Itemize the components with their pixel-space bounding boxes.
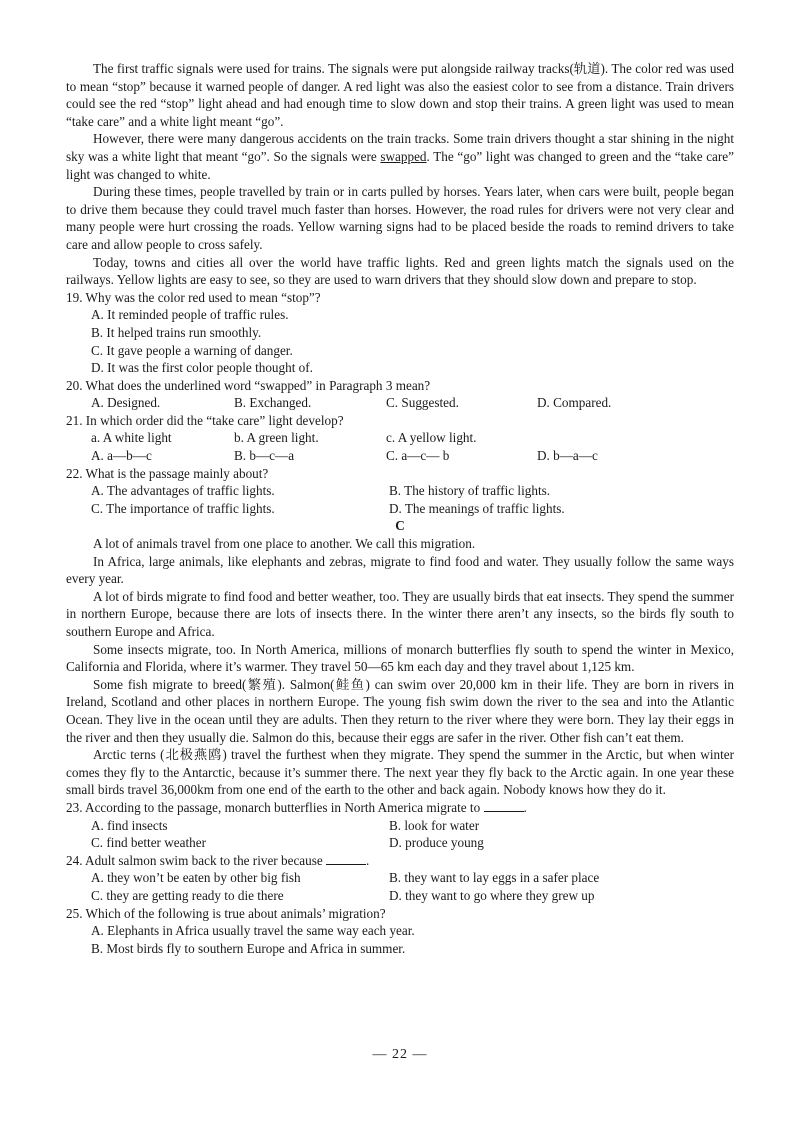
question-23-options-row-2: [66, 834, 734, 852]
question-23-stem: 23. According to the passage, monarch butterflies in North America migrate to: [66, 799, 481, 815]
question-25-option-b: B. Most birds fly to southern Europe and Africa in summer.: [91, 940, 406, 956]
question-23-option-b: B. look for water: [389, 817, 480, 833]
question-20-options: [66, 394, 734, 412]
question-21-stem: 21. In which order did the “take care” light develop?: [66, 412, 344, 428]
passage-c-paragraph-3: A lot of birds migrate to find food and better weather, too. They are usually birds that eat insects. They spend the summer in northern Europe, because there are lots of insects there. In the winter there aren’t any insects, so the birds fly south to southern Europe and Africa.: [66, 588, 734, 639]
passage-c-paragraph-1: A lot of animals travel from one place to another. We call this migration.: [93, 536, 476, 552]
question-21-item-a: a. A white light: [91, 430, 172, 446]
question-24-options-row-1: [66, 869, 734, 887]
question-21-options: [66, 447, 734, 465]
question-21-item-b: b. A green light.: [234, 430, 319, 446]
question-22-options-row-1: [66, 482, 734, 500]
question-22-options-row-2: [66, 500, 734, 518]
question-19-option-b: B. It helped trains run smoothly.: [91, 324, 262, 340]
passage-c-paragraph-6: Arctic terns (北极燕鸥) travel the furthest when they migrate. They spend the summer in the Arctic, but when winter comes they fly to the Antarctic, because it’s summer there. The next year they fly back to the Arctic again. In one year these small birds travel 36,000km from one end of the earth to the other and back again. Nobody knows how they do it.: [66, 747, 734, 798]
question-21-item-c: c. A yellow light.: [386, 430, 477, 446]
question-23-stem-line: 23. According to the passage, monarch butterflies in North America migrate to .: [66, 799, 527, 815]
passage-c-paragraph-5: Some fish migrate to breed(繁殖). Salmon(鲑鱼) can swim over 20,000 km in their life. They are born in rivers in Ireland, Scotland and other places in northern Europe. The young fish swim down the river to the sea and into the Atlantic Ocean. They live in the ocean until they are adults. Then they return to the river where they were born. They lay their eggs in the river and then they usually die. Salmon do this, because their eggs are safer in the river. Other fish can’t eat them.: [66, 676, 734, 745]
answer-blank: [484, 799, 524, 812]
question-23-options-row-1: [66, 817, 734, 835]
question-20-option-a: A. Designed.: [91, 395, 161, 411]
question-24-option-a: A. they won’t be eaten by other big fish: [91, 870, 301, 886]
question-25-stem: 25. Which of the following is true about animals’ migration?: [66, 905, 386, 921]
question-22-stem: 22. What is the passage mainly about?: [66, 465, 269, 481]
question-22-option-a: A. The advantages of traffic lights.: [91, 483, 275, 499]
question-21-option-a: A. a—b—c: [91, 448, 152, 464]
question-23-option-c: C. find better weather: [91, 835, 206, 851]
passage-c-paragraph-4: Some insects migrate, too. In North America, millions of monarch butterflies fly south to spend the winter in Mexico, California and Florida, where it’s warmer. They travel 50—65 km each day and they travel about 1,125 km.: [66, 641, 734, 675]
question-20-option-b: B. Exchanged.: [234, 395, 312, 411]
question-19-option-d: D. It was the first color people thought of.: [91, 360, 313, 376]
question-19: [66, 289, 734, 377]
question-20-stem: 20. What does the underlined word “swapped” in Paragraph 3 mean?: [66, 377, 431, 393]
question-24-stem: 24. Adult salmon swim back to the river because: [66, 852, 323, 868]
answer-blank: [326, 852, 366, 865]
question-23-option-a: A. find insects: [91, 817, 168, 833]
question-22-option-b: B. The history of traffic lights.: [389, 483, 551, 499]
question-21-items: [66, 429, 734, 447]
question-24-stem-line: 24. Adult salmon swim back to the river because .: [66, 852, 370, 868]
content-column: [66, 60, 734, 957]
question-24-option-b: B. they want to lay eggs in a safer place: [389, 870, 600, 886]
question-21-option-c: C. a—c— b: [386, 448, 450, 464]
underlined-word: swapped: [380, 148, 427, 164]
question-22-option-d: D. The meanings of traffic lights.: [389, 500, 565, 516]
section-c-heading: C: [395, 518, 405, 534]
question-20-option-c: C. Suggested.: [386, 395, 459, 411]
question-23: [66, 799, 734, 852]
passage-b-paragraph-2-part-2: . The “go” light was changed to green and the “take care” light was changed to white.: [66, 148, 735, 182]
passage-b-paragraph-3: During these times, people travelled by train or in carts pulled by horses. Years later, when cars were built, people began to drive them because they could travel much faster than horses. However, the road rules for drivers were not very clear and many people were hurt crossing the roads. Yellow warning signs had to be placed beside the roads to remind drivers to take care and allow people to cross safely.: [66, 184, 734, 252]
question-23-option-d: D. produce young: [389, 835, 484, 851]
question-20-option-d: D. Compared.: [537, 395, 612, 411]
question-24-option-c: C. they are getting ready to die there: [91, 887, 284, 903]
passage-b-paragraph-2: [66, 130, 734, 183]
passage-b-paragraph-4: Today, towns and cities all over the world have traffic lights. Red and green lights match the signals used on the railways. Yellow lights are easy to see, so they are used to warn drivers that they should slow down and prepare to stop.: [66, 254, 734, 288]
question-25: [66, 905, 734, 958]
question-24-option-d: D. they want to go where they grew up: [389, 887, 595, 903]
page-number: — 22 —: [372, 1047, 428, 1062]
question-21-option-b: B. b—c—a: [234, 448, 295, 464]
question-24: [66, 852, 734, 905]
question-22: [66, 465, 734, 518]
question-24-options-row-2: [66, 887, 734, 905]
question-22-option-c: C. The importance of traffic lights.: [91, 500, 275, 516]
question-21-option-d: D. b—a—c: [537, 448, 598, 464]
passage-b-paragraph-2-part-1: However, there were many dangerous accidents on the train tracks. Some train drivers thought a star shining in the night sky was a white light that meant “go”. So the signals were: [66, 131, 734, 164]
question-25-option-a: A. Elephants in Africa usually travel the same way each year.: [91, 923, 415, 939]
passage-b-paragraph-1: The first traffic signals were used for trains. The signals were put alongside railway tracks(轨道). The color red was used to mean “stop” because it warned people of danger. A red light was also the easiest color to see from a distance. Train drivers could see the red “stop” light ahead and had enough time to slow down and stop their trains. A green light was used to mean “take care” and a white light meant “go”.: [66, 61, 734, 129]
question-19-option-c: C. It gave people a warning of danger.: [91, 342, 293, 358]
question-19-option-a: A. It reminded people of traffic rules.: [91, 307, 289, 323]
question-19-stem: 19. Why was the color red used to mean “stop”?: [66, 289, 321, 305]
question-21: [66, 412, 734, 465]
passage-c-paragraph-2: In Africa, large animals, like elephants and zebras, migrate to find food and water. They usually follow the same ways every year.: [66, 553, 734, 587]
question-20: [66, 377, 734, 412]
